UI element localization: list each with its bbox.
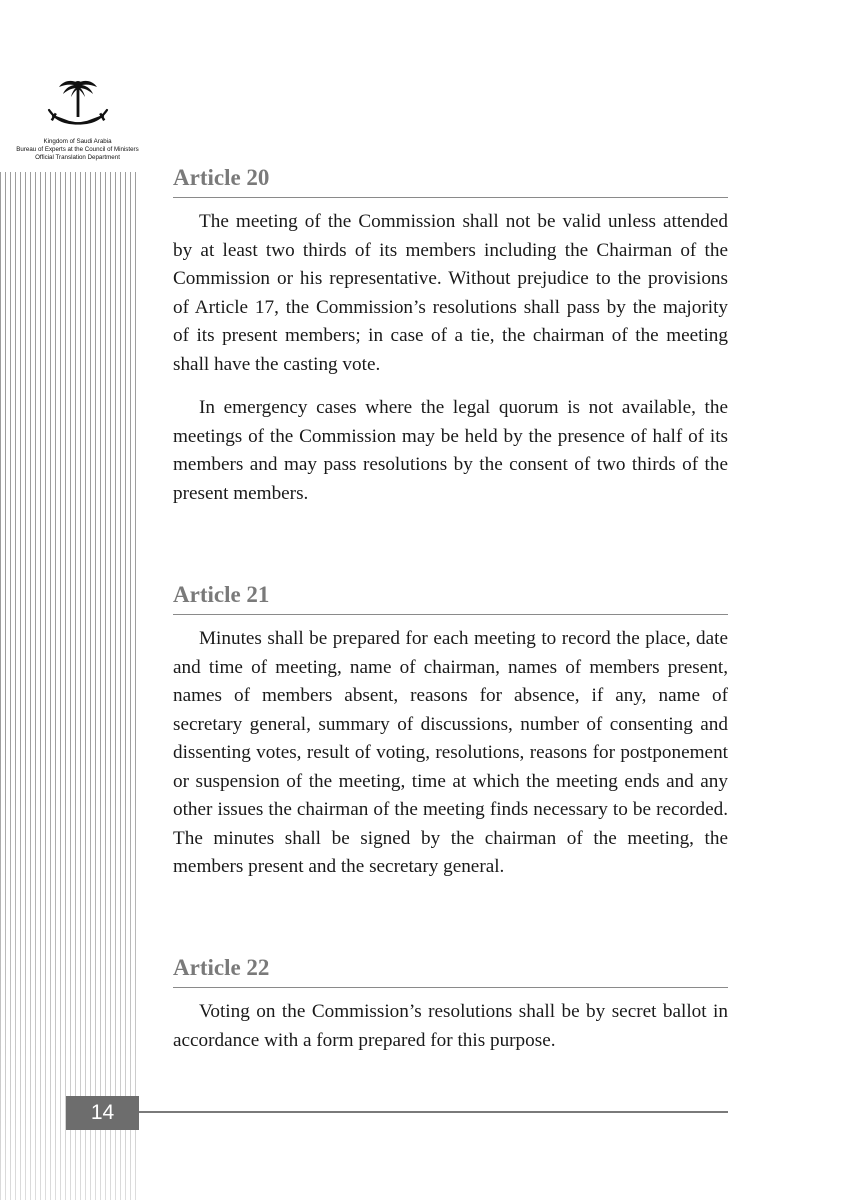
article-paragraph: Minutes shall be prepared for each meeting to record the place, date and time of meeting, name of chairman, names of members present, names of members absent, reasons for absence, if any, name of secretary general, summary of discussions, number of consenting and dissenting votes, result of voting, resolutions, reasons for postponement or suspension of the meeting, time at which the meeting ends and any other issues the chairman of the meeting finds necessary to be recorded. The minutes shall be signed by the chairman of the meeting, the members present and the secretary general. (173, 628, 728, 877)
article-paragraph: Voting on the Commission’s resolutions shall be by secret ballot in accordance with a form prepared for this purpose. (173, 1001, 728, 1051)
article-paragraph: In emergency cases where the legal quorum is not available, the meetings of the Commission may be held by the presence of half of its members and may pass resolutions by the consent of two thirds of the present members. (173, 397, 728, 504)
page-number: 14 (66, 1096, 139, 1130)
org-line-bureau: Bureau of Experts at the Council of Ministers (16, 146, 139, 154)
decorative-stripes (0, 172, 140, 1200)
article-heading: Article 20 (173, 165, 728, 198)
article-20 (173, 165, 728, 508)
article-heading: Article 21 (173, 582, 728, 615)
palm-and-swords-emblem-icon (43, 78, 113, 136)
footer-rule (139, 1111, 728, 1113)
org-line-department: Official Translation Department (35, 154, 120, 162)
article-22 (173, 955, 728, 1055)
header-logo (0, 78, 155, 163)
article-paragraph: The meeting of the Commission shall not be valid unless attended by at least two thirds of its members including the Chairman of the Commission or his representative. Without prejudice to the provisions of Article 17, the Commission’s resolutions shall pass by the majority of its present members; in case of a tie, the chairman of the meeting shall have the casting vote. (173, 211, 728, 375)
org-line-country: Kingdom of Saudi Arabia (43, 138, 112, 145)
article-21 (173, 582, 728, 882)
article-heading: Article 22 (173, 955, 728, 988)
document-body (173, 165, 728, 1051)
